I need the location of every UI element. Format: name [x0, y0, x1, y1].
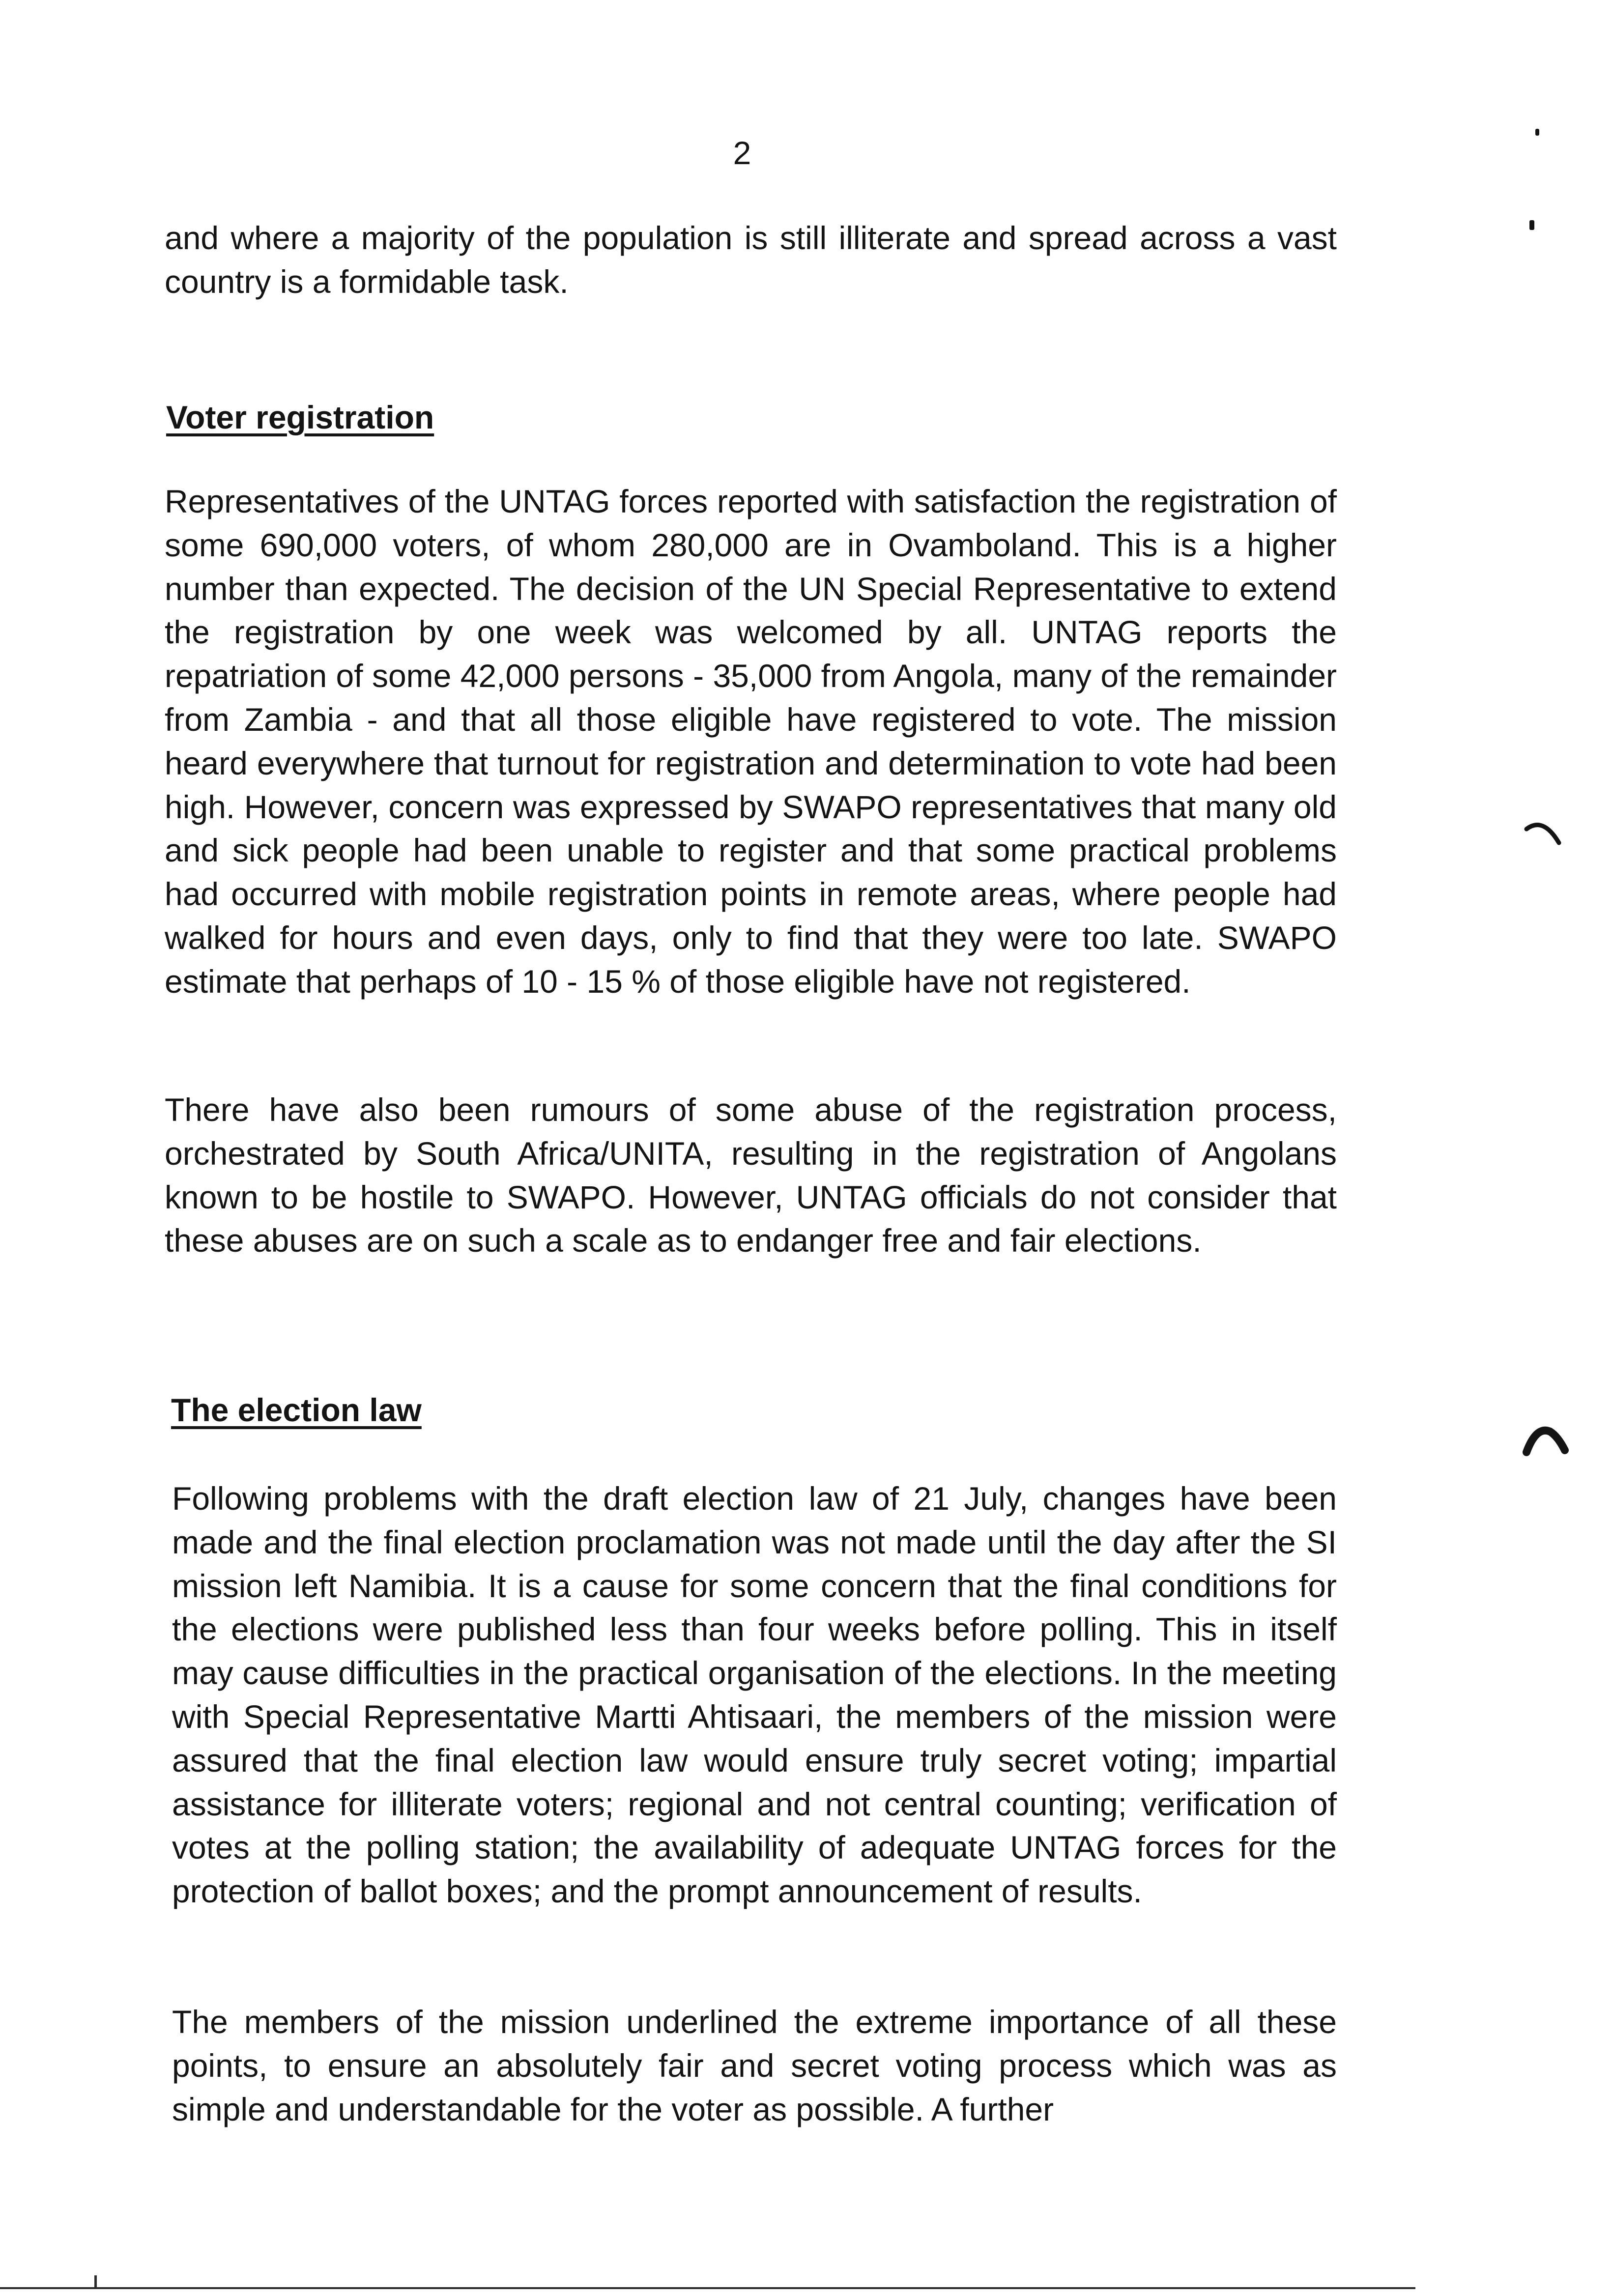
intro-paragraph: and where a majority of the population is still illiterate and spread across a vast country is a formidable task. — [165, 220, 1337, 300]
election-law-paragraph-2: The members of the mission underlined the extreme importance of all these points, to ensure an absolutely fair and secret voting process which was as simple and understandable for the voter as possible. A further — [172, 2004, 1337, 2127]
margin-mark-dot — [1529, 220, 1534, 230]
page-number: 2 — [733, 135, 751, 171]
margin-mark-dot — [1535, 129, 1539, 136]
margin-arc-mark — [1524, 818, 1568, 853]
voter-registration-heading: Voter registration — [166, 399, 434, 435]
election-law-paragraph-1: Following problems with the draft election law of 21 July, changes have been made and the final election proclamation was not made until the day after the SI mission left Namibia. It is a cause for some concern that the final conditions for the elections were published less than four weeks before polling. This in itself may cause difficulties in the practical organisation of the elections. In the meeting with Special Representative Martti Ahtisaari, the members of the mission were assured that the final election law would ensure truly secret voting; impartial assistance for illiterate voters; regional and not central counting; verification of votes at the polling station; the availability of adequate UNTAG forces for the protection of ballot boxes; and the prompt announcement of results. — [172, 1480, 1337, 1910]
bottom-tick — [94, 2275, 97, 2289]
bottom-rule — [0, 2287, 1415, 2289]
election-law-heading: The election law — [171, 1392, 422, 1428]
voter-registration-paragraph-2: There have also been rumours of some abuse of the registration process, orchestrated by South Africa/UNITA, resulting in the registration of Angolans known to be hostile to SWAPO. However, UNTAG officials do not consider that these abuses are on such a scale as to endanger free and fair elections. — [165, 1091, 1337, 1259]
voter-registration-paragraph-1: Representatives of the UNTAG forces reported with satisfaction the registration of some 690,000 voters, of whom 280,000 are in Ovamboland. This is a higher number than expected. The decision of the UN Special Representative to extend the registration by one week was welcomed by all. UNTAG reports the repatriation of some 42,000 persons - 35,000 from Angola, many of the remainder from Zambia - and that all those eligible have registered to vote. The mission heard everywhere that turnout for registration and determination to vote had been high. However, concern was expressed by SWAPO representatives that many old and sick people had been unable to register and that some practical problems had occurred with mobile registration points in remote areas, where people had walked for hours and even days, only to find that they were too late. SWAPO estimate that perhaps of 10 - 15 % of those eligible have not registered. — [165, 483, 1337, 1000]
margin-arc-mark — [1522, 1423, 1571, 1462]
